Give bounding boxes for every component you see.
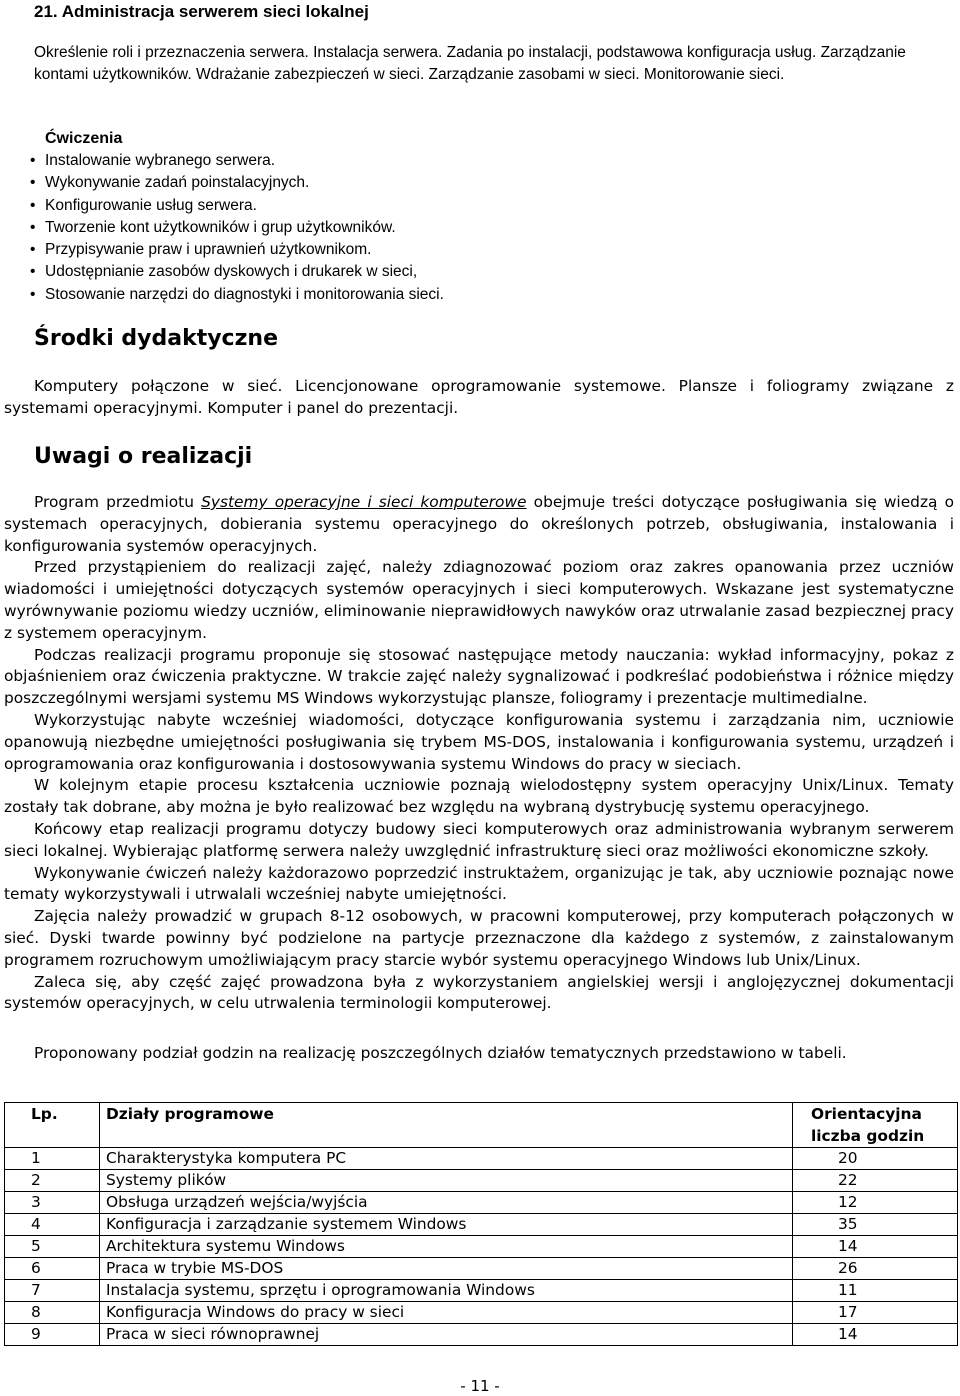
chapter-heading: 21. Administracja serwerem sieci lokalnej (34, 2, 369, 21)
subject-name: Systemy operacyjne i sieci komputerowe (201, 493, 527, 511)
table-row (5, 1214, 958, 1236)
cell-lp: 5 (5, 1236, 100, 1258)
table-row (5, 1170, 958, 1192)
table-row (5, 1302, 958, 1324)
remarks-paragraph: Zaleca się, aby część zajęć prowadzona była z wykorzystaniem angielskiej wersji i anglojęzycznej dokumentacji systemów operacyjnych, w celu utrwalenia terminologii komputerowej. (4, 972, 954, 1013)
table-row (5, 1280, 958, 1302)
cell-section: Instalacja systemu, sprzętu i oprogramowania Windows (100, 1280, 793, 1302)
cell-hours: 35 (793, 1214, 958, 1236)
list-item: • Wykonywanie zadań poinstalacyjnych. (30, 172, 444, 194)
cell-section: Charakterystyka komputera PC (100, 1148, 793, 1170)
remarks-heading: Uwagi o realizacji (34, 444, 253, 469)
header-hours-line: Orientacyjna (811, 1105, 922, 1123)
cell-hours: 20 (793, 1148, 958, 1170)
remarks-text: obejmuje treści dotyczące posługiwania się wiedzą o systemach operacyjnych, dobierania systemu operacyjnego do określonych potrzeb, obsługiwania, instalowania i konfigurowania systemów operacyjnych. (4, 493, 954, 555)
cell-hours: 17 (793, 1302, 958, 1324)
header-lp: Lp. (5, 1103, 100, 1148)
list-item: • Przypisywanie praw i uprawnień użytkownikom. (30, 239, 444, 261)
intro-paragraph: Określenie roli i przeznaczenia serwera. Instalacja serwera. Zadania po instalacji, podstawowa konfiguracja usług. Zarządzanie kontami użytkowników. Wdrażanie zabezpieczeń w sieci. Zarządzanie zasobami w sieci. Monitorowanie sieci. (34, 44, 906, 83)
table-intro-paragraph: Proponowany podział godzin na realizację poszczególnych działów tematycznych przedstawiono w tabeli. (34, 1044, 847, 1063)
cell-lp: 7 (5, 1280, 100, 1302)
cell-lp: 8 (5, 1302, 100, 1324)
didactic-heading: Środki dydaktyczne (34, 326, 278, 351)
cell-lp: 4 (5, 1214, 100, 1236)
remarks-section (4, 492, 954, 1065)
table-row (5, 1192, 958, 1214)
list-item: • Konfigurowanie usług serwera. (30, 195, 444, 217)
cell-section: Obsługa urządzeń wejścia/wyjścia (100, 1192, 793, 1214)
remarks-paragraph (4, 492, 954, 557)
cell-lp: 6 (5, 1258, 100, 1280)
cell-section: Konfiguracja i zarządzanie systemem Windows (100, 1214, 793, 1236)
list-item: • Instalowanie wybranego serwera. (30, 150, 444, 172)
remarks-paragraph: Wykonywanie ćwiczeń należy każdorazowo poprzedzić instruktażem, organizując je tak, aby uczniowie poznając nowe tematy wykorzystywali i utrwalali wcześniej nabyte umiejętności. (4, 863, 954, 904)
remarks-paragraph: Końcowy etap realizacji programu dotyczy budowy sieci komputerowych oraz administrowania wybranym serwerem sieci lokalnej. Wybierając platformę serwera należy uwzględnić infrastrukturę sieci oraz możliwości ekonomiczne szkoły. (4, 819, 954, 860)
remarks-text: Program przedmiotu (34, 493, 202, 511)
cell-hours: 26 (793, 1258, 958, 1280)
remarks-paragraph: W kolejnym etapie procesu kształcenia uczniowie poznają wielodostępny system operacyjny Unix/Linux. Tematy zostały tak dobrane, aby można je było realizować bez względu na wybraną dystrybucję systemu operacyjnego. (4, 776, 954, 817)
remarks-paragraph: Podczas realizacji programu proponuje się stosować następujące metody nauczania: wykład informacyjny, pokaz z objaśnieniem oraz ćwiczenia praktyczne. W trakcie zajęć należy sygnalizować i podkreślać podobieństwa i różnice między poszczególnymi wersjami systemu MS Windows wykorzystując plansze, foliogramy i prezentacje multimedialne. (4, 645, 954, 708)
header-hours (793, 1103, 958, 1148)
cell-hours: 11 (793, 1280, 958, 1302)
didactic-paragraph: Komputery połączone w sieć. Licencjonowane oprogramowanie systemowe. Plansze i foliogramy związane z systemami operacyjnymi. Komputer i panel do prezentacji. (4, 377, 954, 417)
exercises-list (30, 150, 444, 306)
list-item: • Stosowanie narzędzi do diagnostyki i monitorowania sieci. (30, 284, 444, 306)
table-header-row (5, 1103, 958, 1148)
cell-lp: 2 (5, 1170, 100, 1192)
cell-hours: 14 (793, 1236, 958, 1258)
remarks-paragraph: Przed przystąpieniem do realizacji zajęć, należy zdiagnozować poziom oraz zakres opanowania przez uczniów wiadomości i umiejętności dotyczących systemów operacyjnych i sieci komputerowych. Wskazane jest systematyczne wyrównywanie poziomu wiedzy uczniów, eliminowanie nieprawidłowych nawyków oraz utrwalanie zasad bezpiecznej pracy z systemem operacyjnym. (4, 558, 954, 642)
list-item: • Tworzenie kont użytkowników i grup użytkowników. (30, 217, 444, 239)
cell-hours: 14 (793, 1324, 958, 1346)
cell-lp: 3 (5, 1192, 100, 1214)
list-item: • Udostępnianie zasobów dyskowych i drukarek w sieci, (30, 261, 444, 283)
exercises-heading: Ćwiczenia (45, 130, 123, 147)
remarks-paragraph: Wykorzystując nabyte wcześniej wiadomości, dotyczące konfigurowania systemu i zarządzania nim, uczniowie opanowują niezbędne umiejętności posługiwania się trybem MS-DOS, instalowania i konfigurowania systemu, urządzeń i oprogramowania oraz konfigurowania i dostosowywania systemu Windows do pracy w sieciach. (4, 710, 954, 773)
cell-section: Systemy plików (100, 1170, 793, 1192)
cell-hours: 12 (793, 1192, 958, 1214)
table-row (5, 1324, 958, 1346)
table-row (5, 1148, 958, 1170)
page-number: - 11 - (460, 1377, 500, 1395)
remarks-paragraph: Zajęcia należy prowadzić w grupach 8-12 osobowych, w pracowni komputerowej, przy komputerach połączonych w sieć. Dyski twarde powinny być podzielone na partycje przeznaczone dla każdego z systemów, z zainstalowanym programem rozruchowym umożliwiającym pracy starcie wybór systemu operacyjnego Windows lub Unix/Linux. (4, 907, 954, 969)
hours-table (4, 1102, 958, 1346)
header-sections: Działy programowe (100, 1103, 793, 1148)
header-hours-line: liczba godzin (811, 1126, 925, 1145)
table-row (5, 1258, 958, 1280)
table-row (5, 1236, 958, 1258)
cell-lp: 9 (5, 1324, 100, 1346)
cell-section: Praca w sieci równoprawnej (100, 1324, 793, 1346)
cell-section: Konfiguracja Windows do pracy w sieci (100, 1302, 793, 1324)
cell-section: Architektura systemu Windows (100, 1236, 793, 1258)
cell-lp: 1 (5, 1148, 100, 1170)
cell-hours: 22 (793, 1170, 958, 1192)
cell-section: Praca w trybie MS-DOS (100, 1258, 793, 1280)
